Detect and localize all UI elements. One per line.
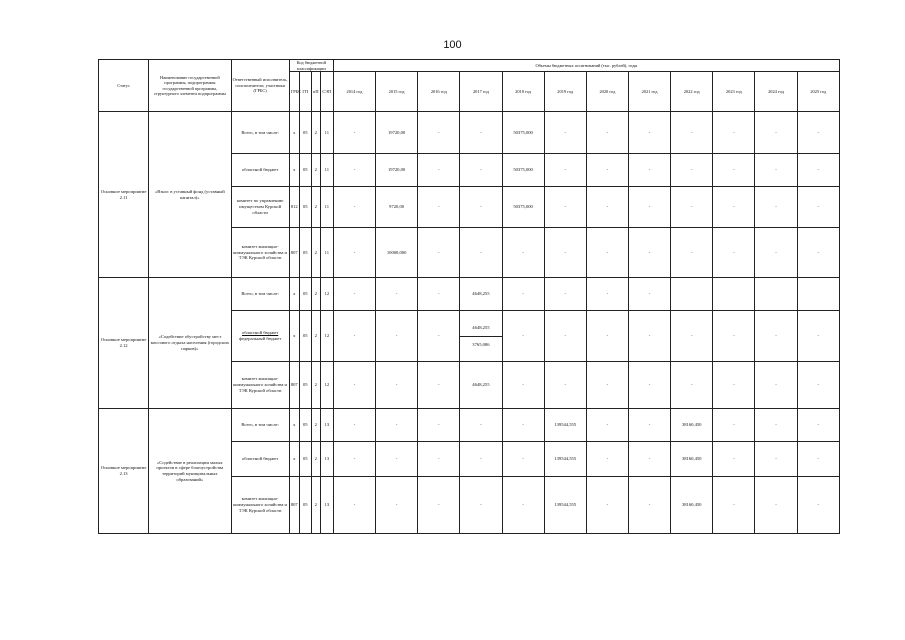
- year-value-cell: 50375,000: [502, 112, 544, 154]
- executor-cell: Всего, в том числе:: [231, 112, 289, 154]
- year-value-cell: -: [333, 442, 375, 477]
- header-year: 2020 год: [586, 72, 628, 112]
- split-value-bottom: 3765,086: [460, 336, 501, 353]
- status-cell: Основное мероприятие 2.12: [99, 278, 149, 409]
- grbs-cell: х: [289, 154, 299, 187]
- year-value-cell: -: [797, 442, 839, 477]
- grbs-cell: 807: [289, 362, 299, 409]
- status-cell: Основное мероприятие 2.11: [99, 112, 149, 278]
- year-value-cell: -: [333, 311, 375, 362]
- header-code-col: СЭП: [320, 72, 333, 112]
- executor-line: областной бюджет: [241, 330, 279, 336]
- pp-cell: 2: [311, 228, 320, 278]
- year-value-cell: -: [671, 154, 713, 187]
- year-value-cell: -: [418, 154, 460, 187]
- year-value-cell: -: [797, 477, 839, 534]
- year-value-cell: -: [628, 154, 670, 187]
- year-value-cell: -: [713, 442, 755, 477]
- year-value-cell: -: [376, 477, 418, 534]
- page-number: 100: [443, 39, 462, 51]
- gp-cell: 05: [299, 442, 311, 477]
- year-value-cell: -: [797, 409, 839, 442]
- year-value-cell: -: [376, 362, 418, 409]
- year-value-cell: [671, 278, 713, 311]
- year-value-cell: -: [586, 477, 628, 534]
- executor-cell: [231, 311, 289, 362]
- year-value-cell: -: [755, 228, 797, 278]
- grbs-cell: 807: [289, 477, 299, 534]
- year-value-cell: -: [797, 187, 839, 228]
- header-code-col: ГРБС: [289, 72, 299, 112]
- grbs-cell: 807: [289, 228, 299, 278]
- executor-line: федеральный бюджет: [238, 336, 282, 341]
- gp-cell: 05: [299, 409, 311, 442]
- year-value-cell: 50375,000: [502, 187, 544, 228]
- year-value-cell: -: [418, 187, 460, 228]
- year-value-cell: -: [755, 442, 797, 477]
- year-value-cell: -: [713, 112, 755, 154]
- pp-cell: 2: [311, 311, 320, 362]
- year-value-cell: -: [502, 311, 544, 362]
- year-value-cell: -: [333, 187, 375, 228]
- header-status: Статус: [99, 60, 149, 112]
- table-row: [99, 112, 840, 154]
- year-value-cell: -: [544, 278, 586, 311]
- year-value-cell: [755, 278, 797, 311]
- year-value-cell: -: [376, 442, 418, 477]
- executor-cell: Всего, в том числе:: [231, 278, 289, 311]
- year-value-cell: -: [418, 112, 460, 154]
- year-value-cell: -: [713, 409, 755, 442]
- year-value-cell: -: [713, 362, 755, 409]
- year-value-cell: -: [797, 311, 839, 362]
- pp-cell: 2: [311, 187, 320, 228]
- year-value-cell: 19720,00: [376, 112, 418, 154]
- year-value-cell: -: [418, 311, 460, 362]
- year-value-cell: 139544,555: [544, 409, 586, 442]
- year-value-cell: -: [628, 442, 670, 477]
- sep-cell: 11: [320, 228, 333, 278]
- header-year: 2016 год: [418, 72, 460, 112]
- year-value-cell: 139544,555: [544, 442, 586, 477]
- year-value-cell: -: [797, 112, 839, 154]
- year-value-cell: -: [586, 409, 628, 442]
- gp-cell: 05: [299, 112, 311, 154]
- year-value-cell: -: [671, 187, 713, 228]
- year-value-cell: 38160,450: [671, 477, 713, 534]
- year-value-cell: -: [418, 409, 460, 442]
- sep-cell: 11: [320, 112, 333, 154]
- year-value-cell: -: [502, 228, 544, 278]
- year-value-cell: -: [628, 228, 670, 278]
- year-value-cell: -: [755, 154, 797, 187]
- year-value-cell: -: [713, 311, 755, 362]
- header-year: 2018 год: [502, 72, 544, 112]
- header-year: 2015 год: [376, 72, 418, 112]
- name-cell: «Взнос в уставный фонд (уставный капитал)»: [149, 112, 231, 278]
- year-value-cell: -: [544, 154, 586, 187]
- year-value-cell: -: [755, 362, 797, 409]
- pp-cell: 2: [311, 477, 320, 534]
- header-year: 2025 год: [797, 72, 839, 112]
- year-value-cell: -: [502, 477, 544, 534]
- year-value-cell: -: [586, 311, 628, 362]
- header-code-col: ГП: [299, 72, 311, 112]
- year-value-cell: -: [544, 112, 586, 154]
- year-value-cell: -: [333, 112, 375, 154]
- header-year: 2022 год: [671, 72, 713, 112]
- year-value-cell: -: [333, 409, 375, 442]
- year-value-cell: -: [418, 477, 460, 534]
- grbs-cell: х: [289, 442, 299, 477]
- year-value-cell: -: [755, 112, 797, 154]
- year-value-cell: -: [628, 311, 670, 362]
- year-value-cell: -: [713, 187, 755, 228]
- gp-cell: 05: [299, 228, 311, 278]
- name-cell: «Содействие обустройству мест массового отдыха населения (городских парков)»: [149, 278, 231, 409]
- year-value-cell: 19720,00: [376, 154, 418, 187]
- year-value-cell: 38160,450: [671, 442, 713, 477]
- year-value-cell: 9720,00: [376, 187, 418, 228]
- year-value-cell: -: [628, 187, 670, 228]
- header-name: Наименование государственной программы, подпрограммы государственной программы, структурного элемента подпрограммы: [149, 60, 231, 112]
- year-value-cell: -: [797, 154, 839, 187]
- split-value-cell: [460, 311, 502, 362]
- year-value-cell: -: [418, 442, 460, 477]
- year-value-cell: -: [586, 154, 628, 187]
- header-year: 2014 год: [333, 72, 375, 112]
- year-value-cell: -: [544, 187, 586, 228]
- sep-cell: 13: [320, 442, 333, 477]
- sep-cell: 13: [320, 477, 333, 534]
- year-value-cell: -: [586, 278, 628, 311]
- year-value-cell: -: [333, 278, 375, 311]
- year-value-cell: -: [628, 477, 670, 534]
- year-value-cell: 4648,255: [460, 278, 502, 311]
- header-code-col: пП: [311, 72, 320, 112]
- year-value-cell: -: [376, 409, 418, 442]
- year-value-cell: -: [586, 362, 628, 409]
- name-cell: «Содействие в реализации малых проектов в сфере благоустройства территорий муниципальных образований»: [149, 409, 231, 534]
- year-value-cell: -: [628, 278, 670, 311]
- grbs-cell: х: [289, 278, 299, 311]
- header-budget-code: Код бюджетной классификации: [289, 60, 333, 72]
- year-value-cell: 38160,450: [671, 409, 713, 442]
- gp-cell: 05: [299, 278, 311, 311]
- pp-cell: 2: [311, 442, 320, 477]
- year-value-cell: -: [502, 409, 544, 442]
- gp-cell: 05: [299, 362, 311, 409]
- year-value-cell: -: [797, 362, 839, 409]
- grbs-cell: х: [289, 311, 299, 362]
- year-value-cell: -: [755, 477, 797, 534]
- status-cell: Основное мероприятие 2.13: [99, 409, 149, 534]
- year-value-cell: -: [502, 362, 544, 409]
- executor-cell: Всего, в том числе:: [231, 409, 289, 442]
- pp-cell: 2: [311, 278, 320, 311]
- year-value-cell: -: [713, 154, 755, 187]
- year-value-cell: -: [460, 409, 502, 442]
- year-value-cell: -: [544, 228, 586, 278]
- executor-cell: комитет по управлению имуществом Курской области: [231, 187, 289, 228]
- year-value-cell: -: [586, 187, 628, 228]
- sep-cell: 12: [320, 311, 333, 362]
- year-value-cell: -: [418, 278, 460, 311]
- year-value-cell: 4648,255: [460, 362, 502, 409]
- table-row: [99, 278, 840, 311]
- year-value-cell: -: [586, 442, 628, 477]
- year-value-cell: -: [586, 112, 628, 154]
- split-value-top: 4648,255: [472, 324, 490, 330]
- gp-cell: 05: [299, 311, 311, 362]
- year-value-cell: 139544,555: [544, 477, 586, 534]
- grbs-cell: х: [289, 112, 299, 154]
- year-value-cell: -: [460, 112, 502, 154]
- year-value-cell: -: [671, 228, 713, 278]
- year-value-cell: -: [460, 442, 502, 477]
- year-value-cell: -: [671, 311, 713, 362]
- sep-cell: 11: [320, 154, 333, 187]
- executor-cell: комитет жилищно-коммунального хозяйства и ТЭК Курской области: [231, 228, 289, 278]
- year-value-cell: -: [333, 154, 375, 187]
- header-year: 2021 год: [628, 72, 670, 112]
- executor-cell: областной бюджет: [231, 154, 289, 187]
- sep-cell: 12: [320, 362, 333, 409]
- grbs-cell: 812: [289, 187, 299, 228]
- gp-cell: 05: [299, 477, 311, 534]
- year-value-cell: -: [755, 409, 797, 442]
- header-year: 2017 год: [460, 72, 502, 112]
- pp-cell: 2: [311, 154, 320, 187]
- year-value-cell: -: [460, 154, 502, 187]
- year-value-cell: -: [502, 442, 544, 477]
- year-value-cell: -: [460, 477, 502, 534]
- pp-cell: 2: [311, 112, 320, 154]
- year-value-cell: [797, 278, 839, 311]
- year-value-cell: -: [376, 311, 418, 362]
- year-value-cell: -: [713, 228, 755, 278]
- sep-cell: 12: [320, 278, 333, 311]
- pp-cell: 2: [311, 409, 320, 442]
- year-value-cell: -: [755, 187, 797, 228]
- year-value-cell: -: [333, 228, 375, 278]
- year-value-cell: -: [460, 187, 502, 228]
- gp-cell: 05: [299, 154, 311, 187]
- sep-cell: 11: [320, 187, 333, 228]
- year-value-cell: -: [628, 409, 670, 442]
- year-value-cell: -: [671, 112, 713, 154]
- year-value-cell: -: [418, 228, 460, 278]
- year-value-cell: -: [586, 228, 628, 278]
- executor-cell: комитет жилищно-коммунального хозяйства и ТЭК Курской области: [231, 477, 289, 534]
- year-value-cell: -: [544, 311, 586, 362]
- year-value-cell: -: [418, 362, 460, 409]
- executor-cell: комитет жилищно-коммунального хозяйства и ТЭК Курской области: [231, 362, 289, 409]
- sep-cell: 13: [320, 409, 333, 442]
- header-year: 2024 год: [755, 72, 797, 112]
- grbs-cell: х: [289, 409, 299, 442]
- year-value-cell: -: [502, 278, 544, 311]
- year-value-cell: -: [333, 477, 375, 534]
- header-volumes: Объемы бюджетных ассигнований (тыс. рублей), годы: [333, 60, 839, 72]
- year-value-cell: -: [628, 362, 670, 409]
- header-year: 2019 год: [544, 72, 586, 112]
- header-executor: Ответственный исполнитель, соисполнители, участники (ГРБС): [231, 60, 289, 112]
- pp-cell: 2: [311, 362, 320, 409]
- gp-cell: 05: [299, 187, 311, 228]
- year-value-cell: -: [376, 278, 418, 311]
- year-value-cell: -: [333, 362, 375, 409]
- year-value-cell: -: [628, 112, 670, 154]
- header-year: 2023 год: [713, 72, 755, 112]
- executor-cell: областной бюджет: [231, 442, 289, 477]
- year-value-cell: -: [544, 362, 586, 409]
- year-value-cell: -: [671, 362, 713, 409]
- year-value-cell: -: [755, 311, 797, 362]
- year-value-cell: -: [460, 228, 502, 278]
- budget-table: [98, 59, 840, 534]
- year-value-cell: [713, 278, 755, 311]
- year-value-cell: -: [797, 228, 839, 278]
- year-value-cell: 50375,000: [502, 154, 544, 187]
- table-row: [99, 409, 840, 442]
- year-value-cell: 10000,000: [376, 228, 418, 278]
- year-value-cell: -: [713, 477, 755, 534]
